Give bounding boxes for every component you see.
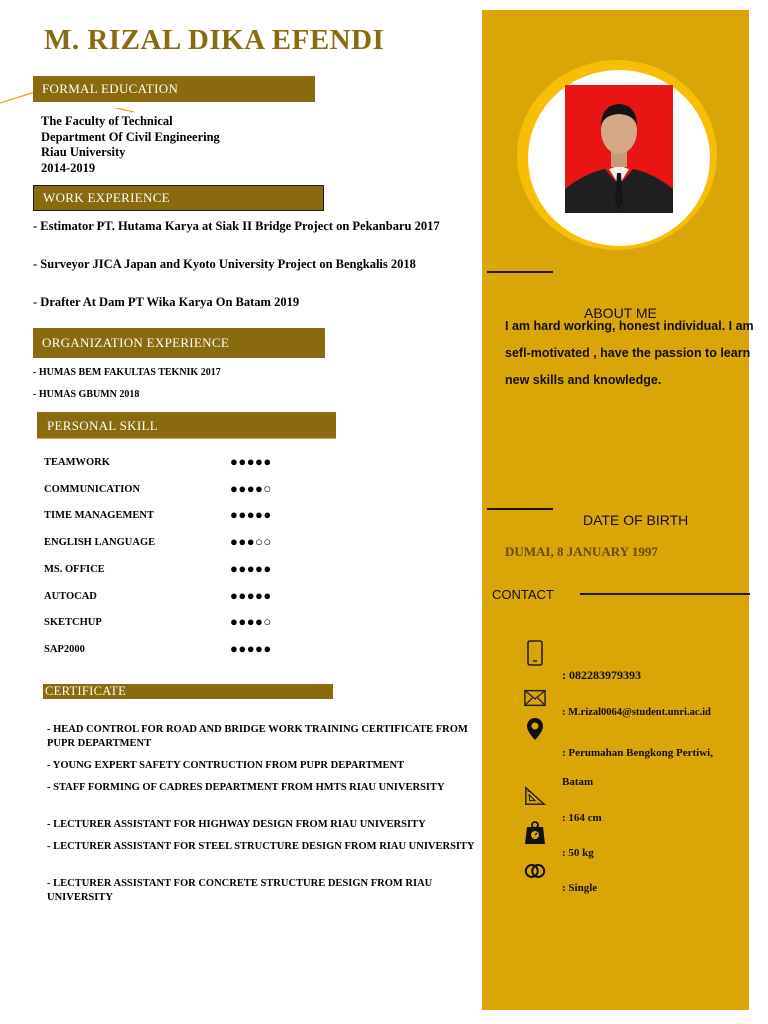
profile-photo bbox=[565, 85, 673, 213]
education-block bbox=[41, 114, 220, 176]
skill-name: ENGLISH LANGUAGE bbox=[44, 537, 156, 548]
email-icon bbox=[524, 687, 546, 709]
skill-name: TEAMWORK bbox=[44, 457, 110, 468]
skill-rating: ●●●●● bbox=[230, 507, 272, 522]
skill-name: SKETCHUP bbox=[44, 617, 102, 628]
skill-rating: ●●●●● bbox=[230, 588, 272, 603]
skill-name: SAP2000 bbox=[44, 644, 85, 655]
contact-weight: : 50 kg bbox=[562, 847, 594, 859]
work-item: - Estimator PT. Hutama Karya at Siak II Bridge Project on Pekanbaru 2017 bbox=[33, 219, 440, 233]
location-icon bbox=[524, 718, 546, 740]
education-department: Department Of Civil Engineering bbox=[41, 129, 220, 144]
contact-height: : 164 cm bbox=[562, 812, 602, 824]
work-item: - Drafter At Dam PT Wika Karya On Batam 2019 bbox=[33, 295, 300, 309]
section-certificate: CERTIFICATE bbox=[43, 684, 333, 699]
about-divider bbox=[487, 271, 553, 273]
about-text: I am hard working, honest individual. I am sefl-motivated , have the passion to learn new skills and knowledge. bbox=[505, 319, 754, 387]
about-title: ABOUT ME bbox=[584, 305, 657, 321]
contact-address: : Perumahan Bengkong Pertiwi, bbox=[562, 747, 713, 759]
skill-rating: ●●●●○ bbox=[230, 481, 272, 496]
birth-value: DUMAI, 8 JANUARY 1997 bbox=[505, 544, 658, 559]
weight-icon bbox=[524, 822, 546, 844]
education-university: Riau University bbox=[41, 145, 126, 159]
skill-name: AUTOCAD bbox=[44, 591, 97, 602]
birth-divider bbox=[487, 508, 553, 510]
certificate-item: - YOUNG EXPERT SAFETY CONTRUCTION FROM PUPR DEPARTMENT bbox=[47, 760, 405, 771]
contact-phone: : 082283979393 bbox=[562, 668, 641, 682]
education-faculty: The Faculty of Technical bbox=[41, 114, 173, 128]
skill-rating: ●●●●○ bbox=[230, 614, 272, 629]
certificate-item: - LECTURER ASSISTANT FOR STEEL STRUCTURE DESIGN FROM RIAU UNIVERSITY bbox=[47, 841, 475, 852]
certificate-item: - HEAD CONTROL FOR ROAD AND BRIDGE WORK TRAINING CERTIFICATE FROM PUPR DEPARTMENT bbox=[47, 724, 468, 749]
education-years: 2014-2019 bbox=[41, 160, 96, 175]
skill-name: MS. OFFICE bbox=[44, 564, 105, 575]
full-name: M. RIZAL DIKA EFENDI bbox=[44, 24, 385, 56]
certificate-item: - STAFF FORMING OF CADRES DEPARTMENT FROM HMTS RIAU UNIVERSITY bbox=[47, 782, 445, 793]
contact-address-city: Batam bbox=[562, 776, 594, 788]
section-personal-skill: PERSONAL SKILL bbox=[47, 418, 158, 433]
contact-title: CONTACT bbox=[492, 587, 554, 602]
certificate-item: - LECTURER ASSISTANT FOR CONCRETE STRUCTURE DESIGN FROM RIAU UNIVERSITY bbox=[47, 878, 433, 903]
contact-status: : Single bbox=[562, 882, 598, 894]
skill-rating: ●●●●● bbox=[230, 641, 272, 656]
section-organization-experience: ORGANIZATION EXPERIENCE bbox=[33, 328, 325, 358]
phone-icon bbox=[524, 642, 546, 664]
skill-name: COMMUNICATION bbox=[44, 484, 141, 495]
skill-name: TIME MANAGEMENT bbox=[44, 510, 154, 521]
contact-divider bbox=[580, 593, 750, 595]
rings-icon bbox=[524, 860, 546, 882]
section-formal-education: FORMAL EDUCATION bbox=[33, 76, 315, 102]
organization-item: - HUMAS BEM FAKULTAS TEKNIK 2017 bbox=[33, 367, 221, 378]
contact-email: : M.rizal0064@student.unri.ac.id bbox=[562, 707, 711, 718]
organization-item: - HUMAS GBUMN 2018 bbox=[33, 389, 140, 400]
ruler-triangle-icon bbox=[524, 785, 546, 807]
skill-rating: ●●●●● bbox=[230, 561, 272, 576]
skill-rating: ●●●●● bbox=[230, 454, 272, 469]
work-item: - Surveyor JICA Japan and Kyoto University Project on Bengkalis 2018 bbox=[33, 257, 416, 271]
certificate-item: - LECTURER ASSISTANT FOR HIGHWAY DESIGN FROM RIAU UNIVERSITY bbox=[47, 819, 426, 830]
skill-rating: ●●●○○ bbox=[230, 534, 272, 549]
birth-title: DATE OF BIRTH bbox=[583, 512, 689, 528]
section-work-experience: WORK EXPERIENCE bbox=[33, 185, 324, 211]
